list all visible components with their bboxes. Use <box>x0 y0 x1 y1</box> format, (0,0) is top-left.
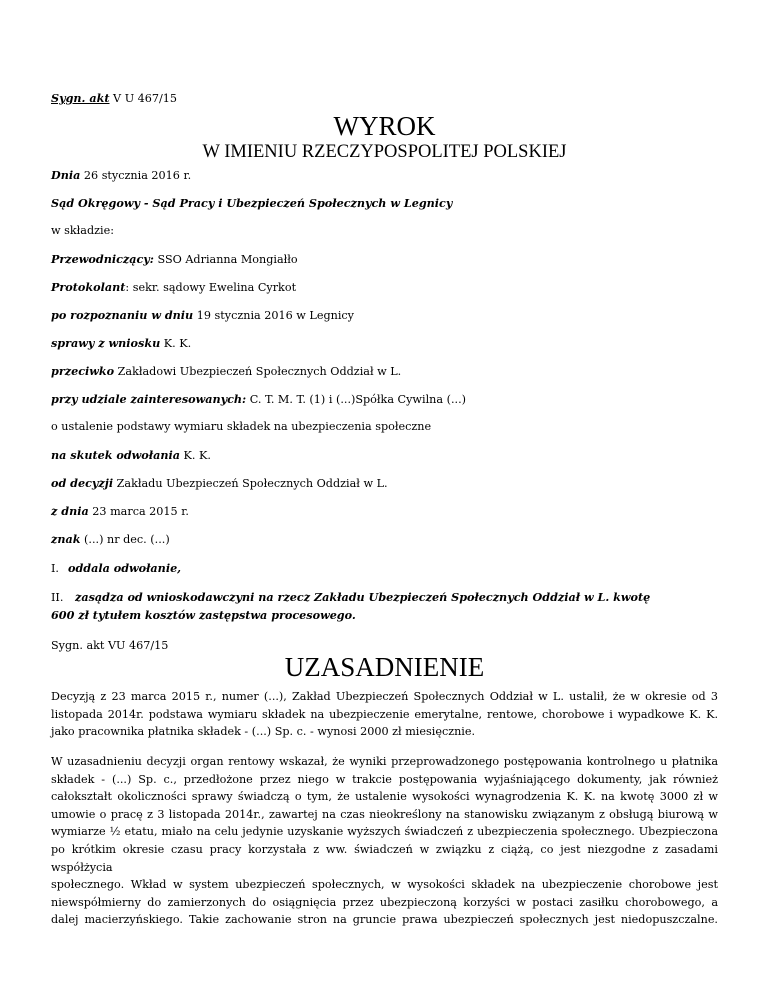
against-value: Zakładowi Ubezpieczeń Społecznych Oddział w L. <box>114 365 402 378</box>
judgment-date <box>51 168 191 183</box>
judgment-title: WYROK <box>333 111 436 141</box>
ruling-item-1 <box>51 561 181 576</box>
sign-label: znak <box>51 532 81 546</box>
appeal-value: K. K. <box>179 449 211 462</box>
case-label: sprawy z wniosku <box>51 336 161 350</box>
paragraph-2-line: niewspółmierny do zamierzonych do osiągnięcia przez ubezpieczoną korzyści w postaci zasiłku chorobowego, a <box>51 895 718 909</box>
chair-line <box>51 252 298 267</box>
paragraph-1-line: Decyzją z 23 marca 2015 r., numer (...), Zakład Ubezpieczeń Społecznych Oddział w L. ustalił, że w okresie od 3 <box>51 690 718 703</box>
paragraph-2-line: umowie o pracę z 3 listopada 2014r., zawartej na czas nieokreślony na stanowisku związanym z obsługą biurową w <box>51 807 718 821</box>
judgment-subtitle: W IMIENIU RZECZYPOSPOLITEJ POLSKIEJ <box>202 142 567 162</box>
parties-line <box>51 392 466 407</box>
composition-label: w składzie: <box>51 224 114 237</box>
case-signature <box>51 91 177 106</box>
decision-sign-line <box>51 532 170 547</box>
case-signature-value: V U 467/15 <box>109 92 178 105</box>
decision-value: Zakładu Ubezpieczeń Społecznych Oddział w L. <box>113 477 388 490</box>
appeal-label: na skutek odwołania <box>51 448 180 462</box>
date-label: Dnia <box>51 168 81 182</box>
decision-date-line <box>51 504 189 519</box>
second-case-signature: Sygn. akt VU 467/15 <box>51 639 169 652</box>
subject-line: o ustalenie podstawy wymiaru składek na ubezpieczenia społeczne <box>51 420 432 433</box>
hearing-value: 19 stycznia 2016 w Legnicy <box>193 309 355 322</box>
ruling-item-2-line-2: 600 zł tytułem kosztów zastępstwa procesowego. <box>51 608 356 622</box>
clerk-line <box>51 280 296 295</box>
paragraph-2-line: po krótkim okresie czasu pracy korzystała z ww. świadczeń w związku z ciążą, co jest niezgodne z zasadami współżycia <box>51 842 718 874</box>
parties-value: C. T. M. T. (1) i (...)Spółka Cywilna (...) <box>246 393 466 406</box>
appeal-line <box>51 448 211 463</box>
decision-date-value: 23 marca 2015 r. <box>88 505 189 518</box>
case-value: K. K. <box>160 337 192 350</box>
justification-title: UZASADNIENIE <box>284 652 485 682</box>
paragraph-1-line: listopada 2014r. podstawa wymiaru składek na ubezpieczenie emerytalne, rentowe, chorobowe i wypadkowe K. K. <box>51 707 718 721</box>
paragraph-2-line: W uzasadnieniu decyzji organ rentowy wskazał, że wyniki przeprowadzonego postępowania kontrolnego u płatnika <box>51 755 718 768</box>
decision-line <box>51 476 388 491</box>
paragraph-2-line: całokształt okoliczności sprawy świadczą o tym, że ustalenie wysokości wynagrodzenia K. K. na kwotę 3000 zł w <box>51 790 718 804</box>
chair-value: SSO Adrianna Mongiałło <box>153 253 298 266</box>
paragraph-2-line: wymiarze ½ etatu, miało na celu jedynie uzyskanie wyższych świadczeń z ubezpieczenia społecznego. Ubezpieczona <box>51 825 718 839</box>
decision-label: od decyzji <box>51 476 114 490</box>
against-line <box>51 364 401 379</box>
hearing-line <box>51 308 354 323</box>
paragraph-1-line: jako pracownika płatnika składek - (...) Sp. c. - wynosi 2000 zł miesięcznie. <box>51 725 476 739</box>
paragraph-2-line: społecznego. Wkład w system ubezpieczeń społecznych, w wysokości składek na ubezpieczenie chorobowe jest <box>51 878 718 892</box>
parties-label: przy udziale zainteresowanych: <box>51 392 247 406</box>
paragraph-2-line: dalej macierzyńskiego. Takie zachowanie stron na gruncie prawa ubezpieczeń społecznych jest niedopuszczalne. <box>51 913 718 927</box>
decision-date-label: z dnia <box>51 504 89 518</box>
hearing-label: po rozpoznaniu w dniu <box>51 308 194 322</box>
justification-paragraph-1 <box>51 688 718 741</box>
ruling-item-1-text: oddala odwołanie, <box>68 561 182 575</box>
justification-paragraph-2 <box>51 753 718 929</box>
chair-label: Przewodniczący: <box>51 252 154 266</box>
date-value: 26 stycznia 2016 r. <box>80 169 192 182</box>
ruling-item-2-text: zasądza od wnioskodawczyni na rzecz Zakładu Ubezpieczeń Społecznych Oddział w L. kwotę <box>75 590 651 604</box>
case-signature-label: Sygn. akt <box>51 91 110 105</box>
ruling-item-1-number: I. <box>51 562 59 575</box>
clerk-value: : sekr. sądowy Ewelina Cyrkot <box>125 281 297 294</box>
court-name: Sąd Okręgowy - Sąd Pracy i Ubezpieczeń Społecznych w Legnicy <box>51 196 453 210</box>
sign-value: (...) nr dec. (...) <box>80 533 170 546</box>
clerk-label: Protokolant <box>51 280 126 294</box>
paragraph-2-line: składek - (...) Sp. c., przedłożone przez niego w trakcie postępowania wyjaśniającego dokumenty, jak również <box>51 772 718 786</box>
case-line <box>51 336 191 351</box>
against-label: przeciwko <box>51 364 115 378</box>
ruling-item-2-number: II. <box>51 591 64 604</box>
ruling-item-2-line-1 <box>51 590 650 605</box>
